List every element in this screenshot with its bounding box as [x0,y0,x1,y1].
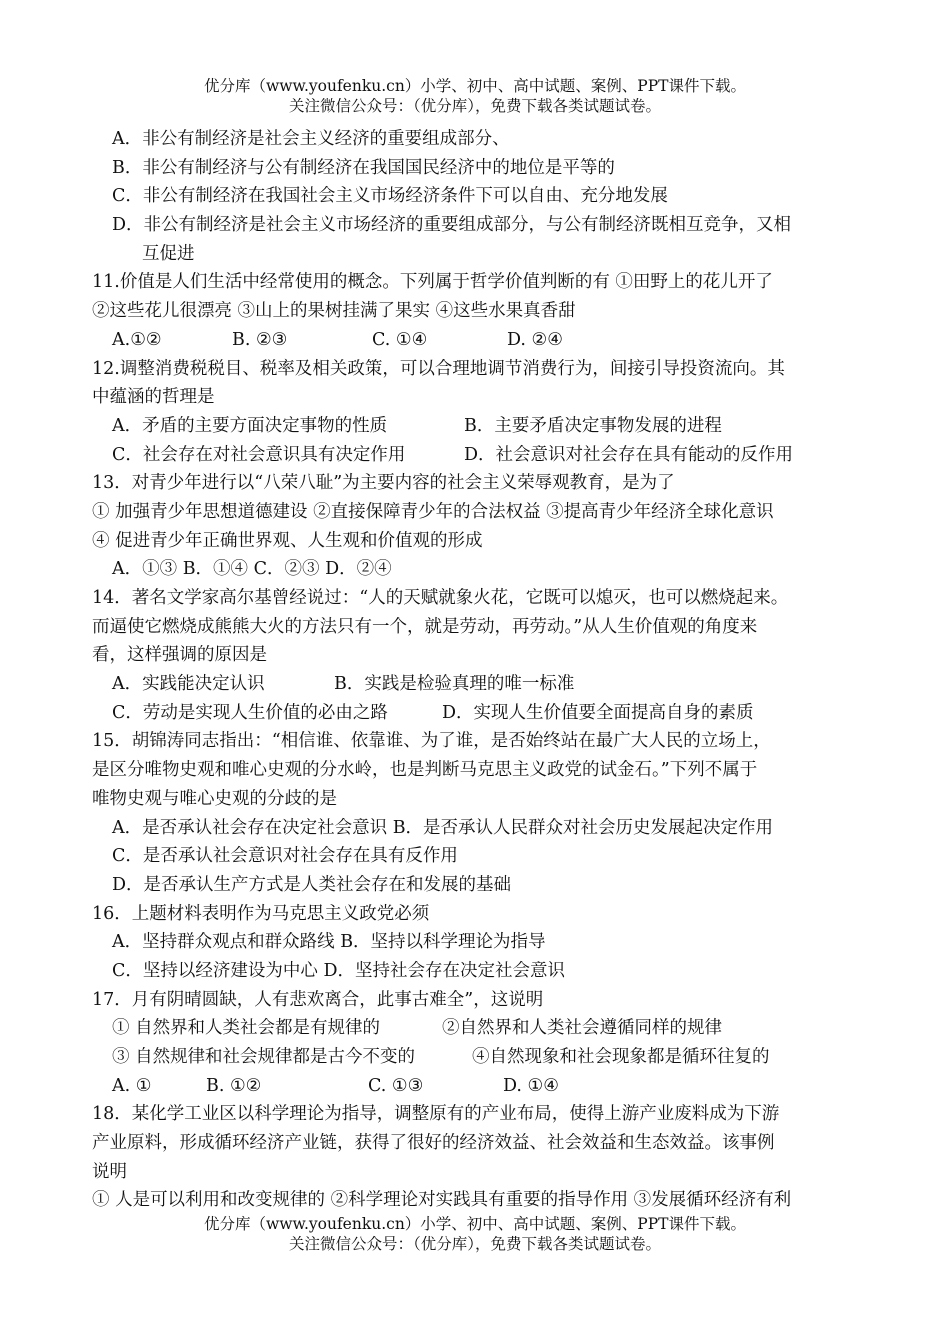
q10-option-d: D．非公有制经济是社会主义市场经济的重要组成部分，与公有制经济既相互竞争，又相 [112,215,792,236]
q18-stem-continued: 产业原料，形成循环经济产业链，获得了很好的经济效益、社会效益和生态效益。该事例 [92,1133,775,1154]
q13-items-row-1: ① 加强青少年思想道德建设 ②直接保障青少年的合法权益 ③提高青少年经济全球化意识 [92,501,774,522]
exam-content [92,125,882,1215]
q15-stem-continued: 是区分唯物史观和唯心史观的分水岭，也是判断马克思主义政党的试金石。”下列不属于 [92,760,758,781]
footer-line-2: 关注微信公众号：（优分库），免费下载各类试题试卷。 [288,1235,661,1253]
header-line-1: 优分库（www.youfenku.cn）小学、初中、高中试题、案例、PPT课件下载。 [203,77,747,95]
q11-option-a: A.①② [112,329,162,350]
q17-items-row-1 [92,1014,882,1043]
q14-option-c: C．劳动是实现人生价值的必由之路 [112,702,388,723]
q11-stem-continued: ②这些花儿很漂亮 ③山上的果树挂满了果实 ④这些水果真香甜 [92,301,576,322]
q13-items-row-2: ④ 促进青少年正确世界观、人生观和价值观的形成 [92,530,483,551]
q17-stem: 17．月有阴晴圆缺，人有悲欢离合，此事古难全”，这说明 [92,989,544,1010]
q15-options-ab: A．是否承认社会存在决定社会意识 B．是否承认人民群众对社会历史发展起决定作用 [112,817,774,838]
q15-option-d: D．是否承认生产方式是人类社会存在和发展的基础 [112,874,512,895]
q14-options-row-2 [92,699,882,728]
q11-stem: 11.价值是人们生活中经常使用的概念。下列属于哲学价值判断的有 ①田野上的花儿开了 [92,272,773,293]
header-line-2: 关注微信公众号：（优分库），免费下载各类试题试卷。 [288,97,661,115]
q12-options-row-1 [92,412,882,441]
q13-stem: 13．对青少年进行以“八荣八耻”为主要内容的社会主义荣辱观教育，是为了 [92,473,675,494]
q15-stem: 15．胡锦涛同志指出：“相信谁、依靠谁、为了谁，是否始终站在最广大人民的立场上， [92,731,771,752]
q10-option-d-continued: 互促进 [142,243,195,264]
q12-option-c: C．社会存在对社会意识具有决定作用 [112,444,406,465]
q14-options-row-1 [92,670,882,699]
q17-option-b: B. ①② [206,1075,262,1096]
q11-option-b: B. ②③ [232,329,288,350]
q15-stem-end: 唯物史观与唯心史观的分歧的是 [92,788,337,809]
q17-option-d: D. ①④ [503,1075,559,1096]
q15-option-c: C．是否承认社会意识对社会存在具有反作用 [112,846,458,867]
q10-option-b: B．非公有制经济与公有制经济在我国国民经济中的地位是平等的 [112,157,615,178]
q12-stem: 12.调整消费税税目、税率及相关政策，可以合理地调节消费行为，间接引导投资流向。其 [92,358,785,379]
q12-option-d: D．社会意识对社会存在具有能动的反作用 [464,444,794,465]
q18-items: ① 人是可以利用和改变规律的 ②科学理论对实践具有重要的指导作用 ③发展循环经济有利 [92,1190,792,1211]
q12-option-b: B．主要矛盾决定事物发展的进程 [464,415,722,436]
q17-item-3: ③ 自然规律和社会规律都是古今不变的 [112,1047,416,1067]
q13-options: A．①③ B．①④ C．②③ D．②④ [112,559,392,580]
q14-option-b: B．实践是检验真理的唯一标准 [334,674,575,695]
q10-option-a: A．非公有制经济是社会主义经济的重要组成部分、 [112,129,510,149]
q14-option-d: D．实现人生价值要全面提高自身的素质 [442,702,754,723]
q14-stem-continued: 而逼使它燃烧成熊熊大火的方法只有一个，就是劳动，再劳动。”从人生价值观的角度来 [92,616,758,637]
q12-option-a: A．矛盾的主要方面决定事物的性质 [112,415,388,436]
q16-options-cd: C．坚持以经济建设为中心 D．坚持社会存在决定社会意识 [112,960,565,981]
q12-stem-continued: 中蕴涵的哲理是 [92,387,215,408]
q17-option-c: C. ①③ [368,1075,424,1096]
q14-stem: 14．著名文学家高尔基曾经说过：“人的天赋就象火花，它既可以熄灭，也可以燃烧起来。 [92,588,789,608]
q10-option-c: C．非公有制经济在我国社会主义市场经济条件下可以自由、充分地发展 [112,186,668,207]
q17-options [92,1072,882,1101]
q16-options-ab: A．坚持群众观点和群众路线 B．坚持以科学理论为指导 [112,932,546,953]
q14-option-a: A．实践能决定认识 [112,674,265,695]
q12-options-row-2 [92,441,882,470]
q17-items-row-2 [92,1043,882,1072]
page-header [0,76,950,116]
q14-stem-end: 看，这样强调的原因是 [92,645,267,666]
q17-option-a: A. ① [112,1075,152,1096]
footer-line-1: 优分库（www.youfenku.cn）小学、初中、高中试题、案例、PPT课件下载。 [203,1215,747,1233]
q18-stem: 18．某化学工业区以科学理论为指导，调整原有的产业布局，使得上游产业废料成为下游 [92,1104,780,1125]
q17-item-2: ②自然界和人类社会遵循同样的规律 [442,1018,722,1039]
q11-option-d: D. ②④ [507,329,563,350]
q17-item-4: ④自然现象和社会现象都是循环往复的 [472,1047,770,1067]
q18-stem-end: 说明 [92,1161,127,1182]
q11-option-c: C. ①④ [372,329,428,350]
q11-options [92,326,882,355]
q16-stem: 16．上题材料表明作为马克思主义政党必须 [92,903,430,924]
page-footer [0,1214,950,1254]
q17-item-1: ① 自然界和人类社会都是有规律的 [112,1018,381,1039]
